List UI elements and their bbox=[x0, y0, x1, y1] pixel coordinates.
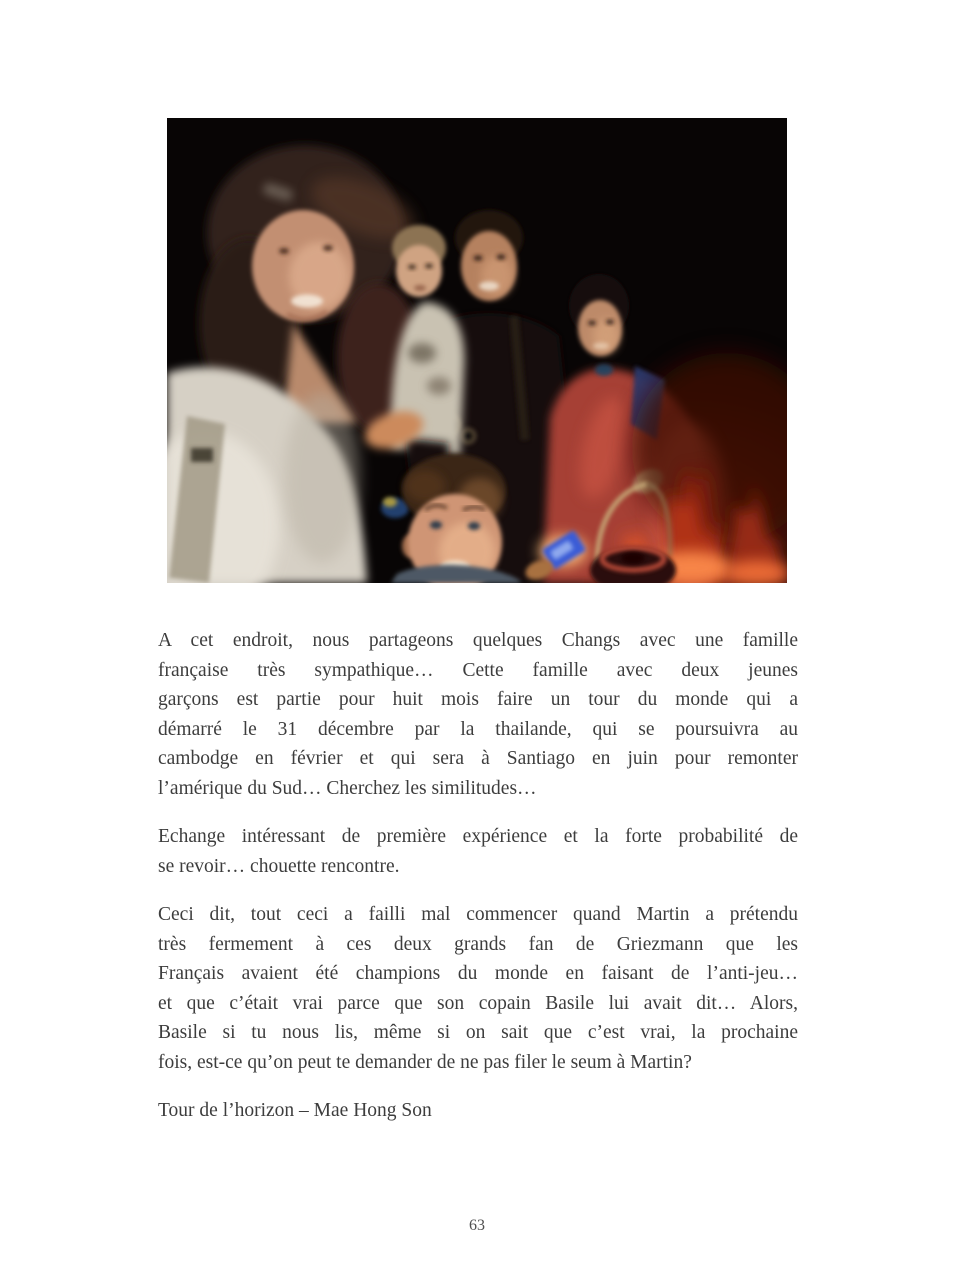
text-line: A cet endroit, nous partageons quelques Changs avec une famille bbox=[158, 630, 798, 651]
text-line: et que c’était vrai parce que son copain Basile lui avait dit… Alors, bbox=[158, 992, 798, 1014]
text-line: Basile si tu nous lis, même si on sait que c’est vrai, la prochaine bbox=[158, 1022, 798, 1043]
paragraph-2 bbox=[158, 822, 798, 881]
text-line: très fermement à ces deux grands fan de Griezmann que les bbox=[158, 933, 798, 955]
text-line: garçons est partie pour huit mois faire un tour du monde qui a bbox=[158, 689, 798, 710]
family-campfire-photo bbox=[167, 118, 787, 583]
text-line: Ceci dit, tout ceci a failli mal commencer quand Martin a prétendu bbox=[158, 904, 798, 925]
heading-text: Tour de l’horizon – Mae Hong Son bbox=[158, 1100, 432, 1121]
page-number: 63 bbox=[469, 1217, 485, 1234]
photo-canvas bbox=[167, 118, 787, 583]
text-line: fois, est-ce qu’on peut te demander de ne pas filer le seum à Martin? bbox=[158, 1051, 692, 1073]
text-line: démarré le 31 décembre par la thailande, qui se poursuivra au bbox=[158, 718, 798, 740]
strap-buckle bbox=[191, 448, 213, 462]
text-line: Français avaient été champions du monde en faisant de l’anti-jeu… bbox=[158, 963, 798, 984]
text-line: cambodge en février et qui sera à Santiago en juin pour remonter bbox=[158, 748, 798, 769]
text-line: se revoir… chouette rencontre. bbox=[158, 855, 400, 877]
section-heading bbox=[158, 1096, 798, 1126]
paragraph-1 bbox=[158, 626, 798, 803]
paragraph-3 bbox=[158, 900, 798, 1077]
page-footer bbox=[0, 1216, 954, 1236]
text-line: Echange intéressant de première expérience et la forte probabilité de bbox=[158, 826, 798, 847]
text-line: française très sympathique… Cette famille avec deux jeunes bbox=[158, 659, 798, 681]
text-line: l’amérique du Sud… Cherchez les similitudes… bbox=[158, 777, 537, 799]
page-content bbox=[158, 626, 798, 1145]
